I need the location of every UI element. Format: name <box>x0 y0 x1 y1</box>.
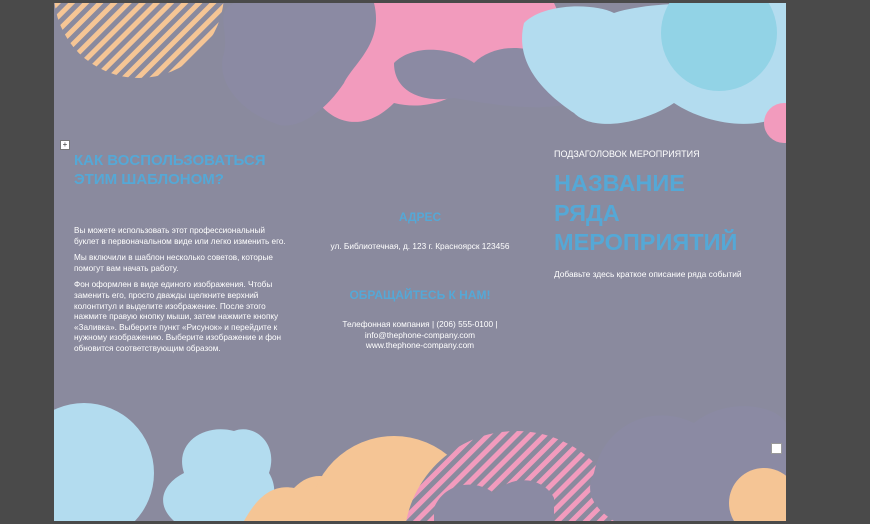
event-title-line-2: РЯДА <box>554 199 620 226</box>
instructions-text <box>74 226 289 361</box>
event-title-line-3: МЕРОПРИЯТИЙ <box>554 229 738 255</box>
how-to-use-heading: КАК ВОСПОЛЬЗОВАТЬСЯ ЭТИМ ШАБЛОНОМ? <box>74 152 266 188</box>
resize-handle-icon[interactable] <box>771 443 782 454</box>
event-title-line-1: НАЗВАНИЕ <box>554 170 685 196</box>
move-handle-icon[interactable]: + <box>60 140 70 150</box>
contact-heading: ОБРАЩАЙТЕСЬ К НАМ! <box>349 288 491 302</box>
instruction-paragraph-1: Вы можете использовать этот профессиональный буклет в первоначальном виде или легко изменить его. <box>74 226 286 246</box>
event-title <box>554 169 784 258</box>
address-text: ул. Библиотечная, д. 123 г. Красноярск 123456 <box>330 241 510 251</box>
email-text: info@thephone-company.com <box>364 329 476 340</box>
address-heading: АДРЕС <box>398 210 442 224</box>
phone-text: Телефонная компания | (206) 555-0100 | <box>342 319 498 329</box>
brochure-page <box>54 3 786 521</box>
website-text: www.thephone-company.com <box>365 340 475 351</box>
event-subtitle: ПОДЗАГОЛОВОК МЕРОПРИЯТИЯ <box>554 149 700 159</box>
event-description: Добавьте здесь краткое описание ряда событий <box>554 269 742 279</box>
contact-block <box>300 319 540 351</box>
instruction-paragraph-3: Фон оформлен в виде единого изображения. Чтобы заменить его, просто дважды щелкните верхний колонтитул и выделите изображение. После этого нажмите правую кнопку мыши, затем нажмите кнопку «Заливка». Выберите пункт «Рисунок» и перейдите к нужному изображению. Выберите изображение и фон обновится соответствующим образом. <box>74 280 282 353</box>
instruction-paragraph-2: Мы включили в шаблон несколько советов, которые помогут вам начать работу. <box>74 253 273 273</box>
